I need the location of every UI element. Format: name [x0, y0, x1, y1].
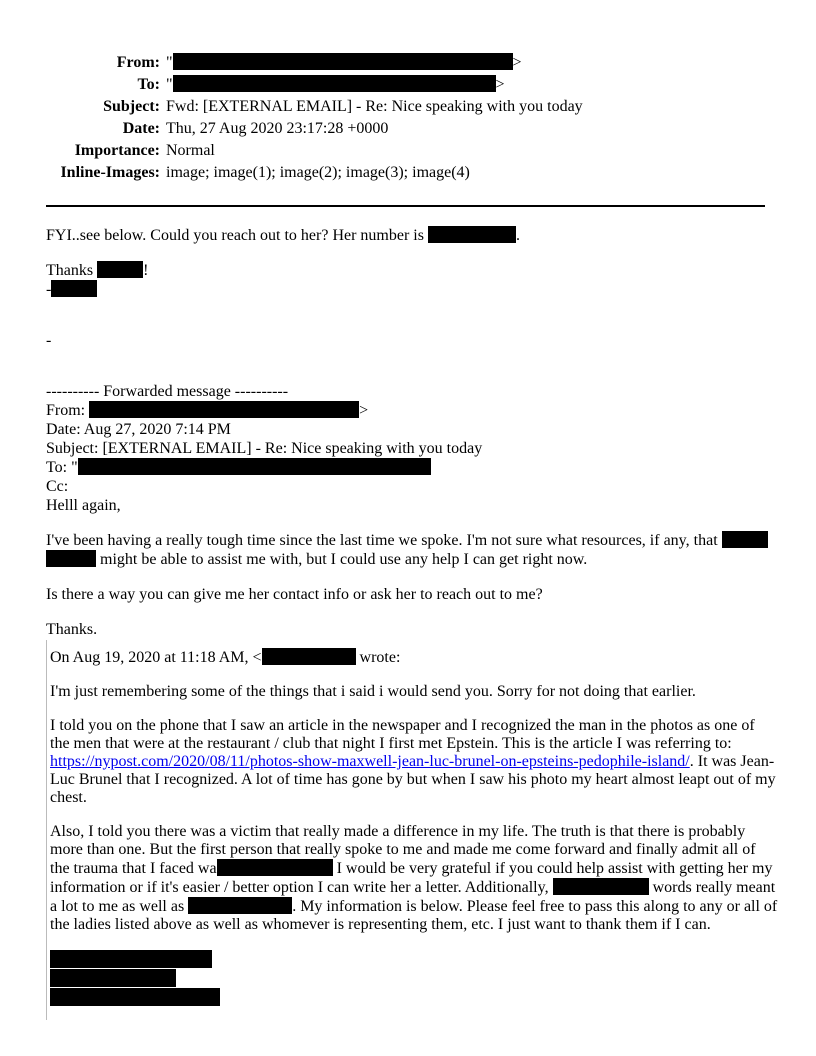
- redacted-contact-line-1: [50, 950, 212, 968]
- header-subject-row: [0, 96, 816, 118]
- redacted-phone: [428, 226, 516, 243]
- article-link[interactable]: https://nypost.com/2020/08/11/photos-show-maxwell-jean-luc-brunel-on-epsteins-pedophile-island/: [50, 753, 690, 770]
- importance-label: Importance:: [74, 142, 160, 159]
- subject-label: Subject:: [103, 98, 160, 115]
- from-label: From:: [116, 54, 160, 71]
- redacted-para3-c: [188, 897, 292, 914]
- importance-value: Normal: [166, 142, 215, 159]
- redacted-forwarded-to: [78, 458, 431, 475]
- forwarded-divider: ---------- Forwarded message ----------: [46, 383, 289, 400]
- redacted-forwarded-from: [89, 401, 359, 418]
- header-to-row: [0, 74, 816, 96]
- quoted-para2: I told you on the phone that I saw an article in the newspaper and I recognized the man in the photos as one of the men that were at the restaurant / club that night I first met Epstein. This is the article I was referring to: https://nypost.com/2020/08/11/photos-show-maxwell-jean-luc-brunel-on-epsteins-pedophile-island/. It was Jean-Luc Brunel that I recognized. A lot of time has gone by but when I saw his photo my heart almost leapt out of my chest.: [50, 717, 776, 806]
- header-from-row: [0, 52, 816, 74]
- forwarded-cc: Cc:: [46, 478, 69, 495]
- quoted-intro: On Aug 19, 2020 at 11:18 AM, < wrote:: [50, 649, 401, 666]
- quoted-message: [46, 640, 778, 1020]
- redacted-quoted-sender: [262, 648, 356, 665]
- forwarded-subject: Subject: [EXTERNAL EMAIL] - Re: Nice speaking with you today: [46, 440, 483, 457]
- forwarded-to: To: ": [46, 458, 776, 477]
- forwarded-thanks: Thanks.: [46, 621, 98, 638]
- header-importance-row: [0, 140, 816, 162]
- redacted-contact-line-2: [50, 969, 176, 987]
- forwarded-para2: Is there a way you can give me her contact info or ask her to reach out to me?: [46, 586, 543, 603]
- redacted-para1-b: [46, 550, 96, 567]
- from-suffix: >: [512, 54, 522, 71]
- header-date-row: [0, 118, 816, 140]
- redacted-contact-block: [50, 950, 778, 1006]
- forwarded-greeting: Helll again,: [46, 497, 121, 514]
- header-divider: [46, 205, 765, 207]
- inline-images-label: Inline-Images:: [60, 164, 160, 181]
- inline-images-value: image; image(1); image(2); image(3); image(4): [166, 164, 470, 181]
- to-suffix: >: [495, 76, 505, 93]
- message-thanks: Thanks !: [46, 262, 149, 279]
- subject-value: Fwd: [EXTERNAL EMAIL] - Re: Nice speaking with you today: [166, 98, 583, 115]
- to-quote: ": [166, 76, 173, 93]
- message-body: [46, 226, 776, 639]
- redacted-contact-line-3: [50, 988, 220, 1006]
- redacted-to: [173, 75, 496, 92]
- from-quote: ": [166, 54, 173, 71]
- redacted-from: [173, 53, 513, 70]
- redacted-para3-a: [217, 859, 333, 876]
- forwarded-para1: I've been having a really tough time since the last time we spoke. I'm not sure what resources, if any, that might be able to assist me with, but I could use any help I can get right now.: [46, 531, 776, 569]
- message-signoff: -: [46, 280, 776, 299]
- redacted-para3-b: [553, 878, 649, 895]
- redacted-name: [97, 261, 143, 278]
- date-value: Thu, 27 Aug 2020 23:17:28 +0000: [166, 120, 389, 137]
- to-label: To:: [137, 76, 160, 93]
- message-dash: -: [46, 332, 52, 349]
- quoted-para1: I'm just remembering some of the things that i said i would send you. Sorry for not doing that earlier.: [50, 683, 696, 700]
- message-line1: FYI..see below. Could you reach out to her? Her number is .: [46, 227, 520, 244]
- forwarded-from: From: >: [46, 402, 369, 419]
- forwarded-date: Date: Aug 27, 2020 7:14 PM: [46, 421, 231, 438]
- header-inline-images-row: [0, 162, 816, 184]
- date-label: Date:: [122, 120, 160, 137]
- redacted-para1-a: [722, 531, 768, 548]
- redacted-signature: [51, 280, 97, 297]
- email-header: [0, 52, 816, 184]
- quoted-para3: Also, I told you there was a victim that really made a difference in my life. The truth is that there is probably more than one. But the first person that really spoke to me and made me come forward and finally admit all of the trauma that I faced wa I would be very grateful if you could help assist with getting her my information or if it's easier / better option I can write her a letter. Additionally, words really meant a lot to me as well as . My information is below. Please feel free to pass this along to any or all of the ladies listed above as well as whomever is representing them, etc. I just want to thank them if I can.: [50, 823, 778, 933]
